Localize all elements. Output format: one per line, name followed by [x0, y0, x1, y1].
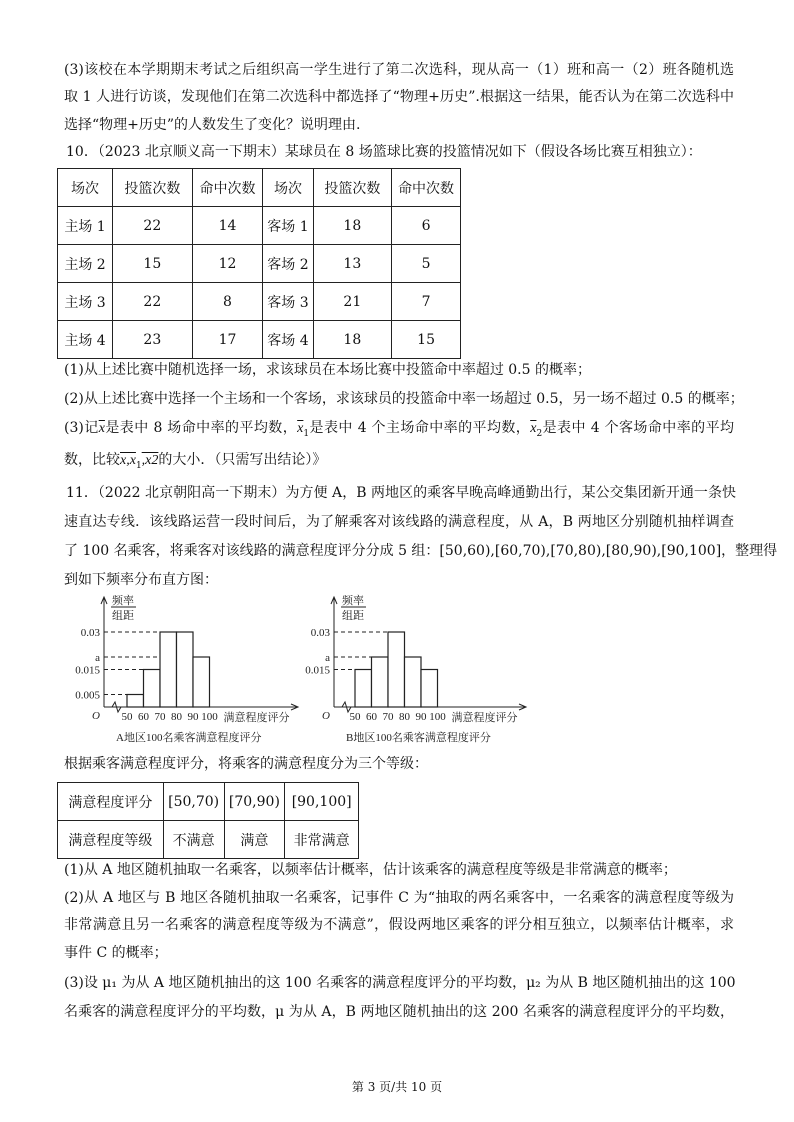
q10-stem: 10．（2023 北京顺义高一下期末）某球员在 8 场篮球比赛的投篮情况如下（假设各场比赛互相独立）：	[66, 144, 702, 160]
x-tick-label: 60	[366, 711, 377, 723]
x-tick-label: 90	[415, 711, 427, 723]
x-tick-label: 100	[429, 711, 446, 723]
text: 是表中 8 场命中率的平均数，	[104, 420, 298, 436]
q11-part2-line1: (2)从 A 地区与 B 地区各随机抽取一名乘客，记事件 C 为“抽取的两名乘客中，一名乘客的满意程度等级为	[64, 890, 734, 906]
table-cell: 21	[313, 283, 392, 321]
x-tick-label: 80	[171, 711, 182, 723]
origin-label: O	[92, 710, 100, 722]
table-row	[58, 821, 359, 859]
histogram-bar	[144, 670, 161, 708]
x-tick-label: 100	[201, 711, 218, 723]
text: 数，比较	[64, 452, 120, 468]
page-footer: 第 3 页/共 10 页	[351, 1080, 443, 1094]
x-tick-label: 50	[121, 711, 133, 723]
text: 的大小．（只需写出结论）》	[158, 452, 327, 468]
y-tick-label: 0.03	[310, 627, 330, 639]
table-cell: 23	[113, 321, 193, 359]
q11-stem-line1: 11．（2022 北京朝阳高一下期末）为方便 A，B 两地区的乘客早晚高峰通勤出行，某公交集团新开通一条快	[66, 485, 736, 501]
x1-bar: $\overline{x}$	[297, 421, 304, 436]
y-label-numerator: 频率	[112, 595, 134, 607]
table-header: 命中次数	[392, 169, 461, 207]
subscript: 2	[536, 428, 543, 439]
table-cell: 主场 1	[58, 207, 113, 245]
histogram-bar	[405, 657, 422, 707]
q11-after-chart: 根据乘客满意程度评分，将乘客的满意程度分为三个等级：	[64, 756, 428, 772]
table-cell: 主场 2	[58, 245, 113, 283]
text: (3)记	[64, 420, 99, 436]
table-cell: 8	[192, 283, 263, 321]
y-tick-label: 0.015	[305, 664, 330, 677]
x-tick-label: 70	[382, 711, 394, 723]
table-cell: 6	[392, 207, 461, 245]
histogram-bar	[127, 695, 144, 708]
table-cell: 客场 3	[263, 283, 313, 321]
y-tick-label: 0.015	[75, 664, 100, 677]
x-tick-label: 90	[187, 711, 199, 723]
q11-satisfaction-table	[57, 782, 359, 859]
text: 是表中 4 个客场命中率的平均	[542, 420, 735, 436]
table-cell: 满意	[224, 821, 285, 859]
table-cell: 22	[113, 207, 193, 245]
table-cell: [50,70)	[163, 783, 224, 821]
histogram-bar	[193, 657, 210, 707]
table-cell: 17	[192, 321, 263, 359]
q11-part2-line2: 非常满意且另一名乘客的满意程度等级为不满意”，假设两地区乘客的评分相互独立，以频率估计概率，求	[64, 917, 734, 933]
chart-caption: B地区100名乘客满意程度评分	[346, 732, 491, 744]
table-cell: 非常满意	[285, 821, 359, 859]
x-axis-label: 满意程度评分	[223, 712, 290, 724]
table-cell: 22	[113, 283, 193, 321]
subscript: 1	[303, 428, 310, 439]
x-tick-label: 50	[349, 711, 361, 723]
chart-caption: A地区100名乘客满意程度评分	[116, 732, 262, 744]
table-cell: 主场 3	[58, 283, 113, 321]
table-cell: 5	[392, 245, 461, 283]
q9-part3-line1: (3)该校在本学期期末考试之后组织高一学生进行了第二次选科，现从高一（1）班和高一（2）班各随机选	[64, 62, 734, 78]
q11-stem-line3: 了 100 名乘客，将乘客对该线路的满意程度评分分成 5 组：[50,60),[60,70),[70,80),[80,90),[90,100]，整理得	[64, 543, 778, 559]
table-cell: 13	[313, 245, 392, 283]
q9-part3-line2: 取 1 人进行访谈，发现他们在第二次选科中都选择了“物理+历史”.根据这一结果，能否认为在第二次选科中	[64, 89, 734, 105]
y-tick-label: a	[325, 652, 330, 664]
q11-stem-line4: 到如下频率分布直方图：	[64, 572, 218, 588]
q11-part3-line1: (3)设 μ₁ 为从 A 地区随机抽出的这 100 名乘客的满意程度评分的平均数，μ₂ 为从 B 地区随机抽出的这 100	[64, 975, 736, 991]
compare-x2: ,x2	[141, 453, 159, 468]
table-cell: 18	[313, 321, 392, 359]
x-tick-label: 70	[154, 711, 166, 723]
subscript: 1	[135, 460, 142, 471]
table-cell: 14	[192, 207, 263, 245]
histogram-bar	[160, 632, 177, 707]
q9-part3-line3: 选择“物理+历史”的人数发生了变化？说明理由.	[64, 117, 361, 133]
q10-part2: (2)从上述比赛中选择一个主场和一个客场，求该球员的投篮命中率一场超过 0.5，另一场不超过 0.5 的概率；	[64, 391, 744, 407]
table-cell: 满意程度等级	[58, 821, 164, 859]
histogram-bar	[177, 632, 194, 707]
histogram-bar	[421, 670, 438, 708]
table-cell: 7	[392, 283, 461, 321]
text: 是表中 4 个主场命中率的平均数，	[309, 420, 531, 436]
q11-part2-line3: 事件 C 的概率；	[64, 945, 168, 961]
x-bar: $\overline{x}$	[98, 421, 105, 436]
table-header: 命中次数	[192, 169, 263, 207]
q11-stem-line2: 速直达专线．该线路运营一段时间后，为了解乘客对该线路的满意程度，从 A，B 两地区分别随机抽样调查	[64, 514, 734, 530]
q11-part1: (1)从 A 地区随机抽取一名乘客，以频率估计概率，估计该乘客的满意程度等级是非常满意的概率；	[64, 862, 677, 878]
table-row	[58, 783, 359, 821]
table-cell: 18	[313, 207, 392, 245]
origin-label: O	[322, 710, 330, 722]
x2-bar: $\overline{x}$	[530, 421, 537, 436]
q10-part1: (1)从上述比赛中随机选择一场，求该球员在本场比赛中投篮命中率超过 0.5 的概率；	[64, 362, 591, 378]
table-cell: 客场 4	[263, 321, 313, 359]
table-cell: 12	[192, 245, 263, 283]
table-cell: 15	[113, 245, 193, 283]
table-cell: 主场 4	[58, 321, 113, 359]
histogram-bar	[388, 632, 405, 707]
compare-x-x1: x,x	[120, 453, 136, 468]
x-tick-label: 60	[138, 711, 149, 723]
table-cell: 15	[392, 321, 461, 359]
table-cell: 满意程度评分	[58, 783, 164, 821]
y-label-numerator: 频率	[342, 595, 364, 607]
histogram-bar	[355, 670, 372, 708]
table-header: 场次	[263, 169, 313, 207]
y-tick-label: a	[95, 652, 100, 664]
x-tick-label: 80	[399, 711, 410, 723]
q11-part3-line2: 名乘客的满意程度评分的平均数，μ 为从 A，B 两地区随机抽出的这 200 名乘客的满意程度评分的平均数，	[64, 1004, 734, 1020]
y-tick-label: 0.03	[80, 627, 100, 639]
table-cell: [70,90)	[224, 783, 285, 821]
table-cell: 不满意	[163, 821, 224, 859]
y-label-denominator: 组距	[342, 610, 364, 622]
x-axis-label: 满意程度评分	[451, 712, 518, 724]
y-tick-label: 0.005	[75, 689, 100, 702]
table-header: 投篮次数	[113, 169, 193, 207]
table-header: 投篮次数	[313, 169, 392, 207]
y-label-denominator: 组距	[112, 610, 134, 622]
table-header: 场次	[58, 169, 113, 207]
table-cell: [90,100]	[285, 783, 359, 821]
table-cell: 客场 2	[263, 245, 313, 283]
histogram-bar	[372, 657, 389, 707]
table-cell: 客场 1	[263, 207, 313, 245]
